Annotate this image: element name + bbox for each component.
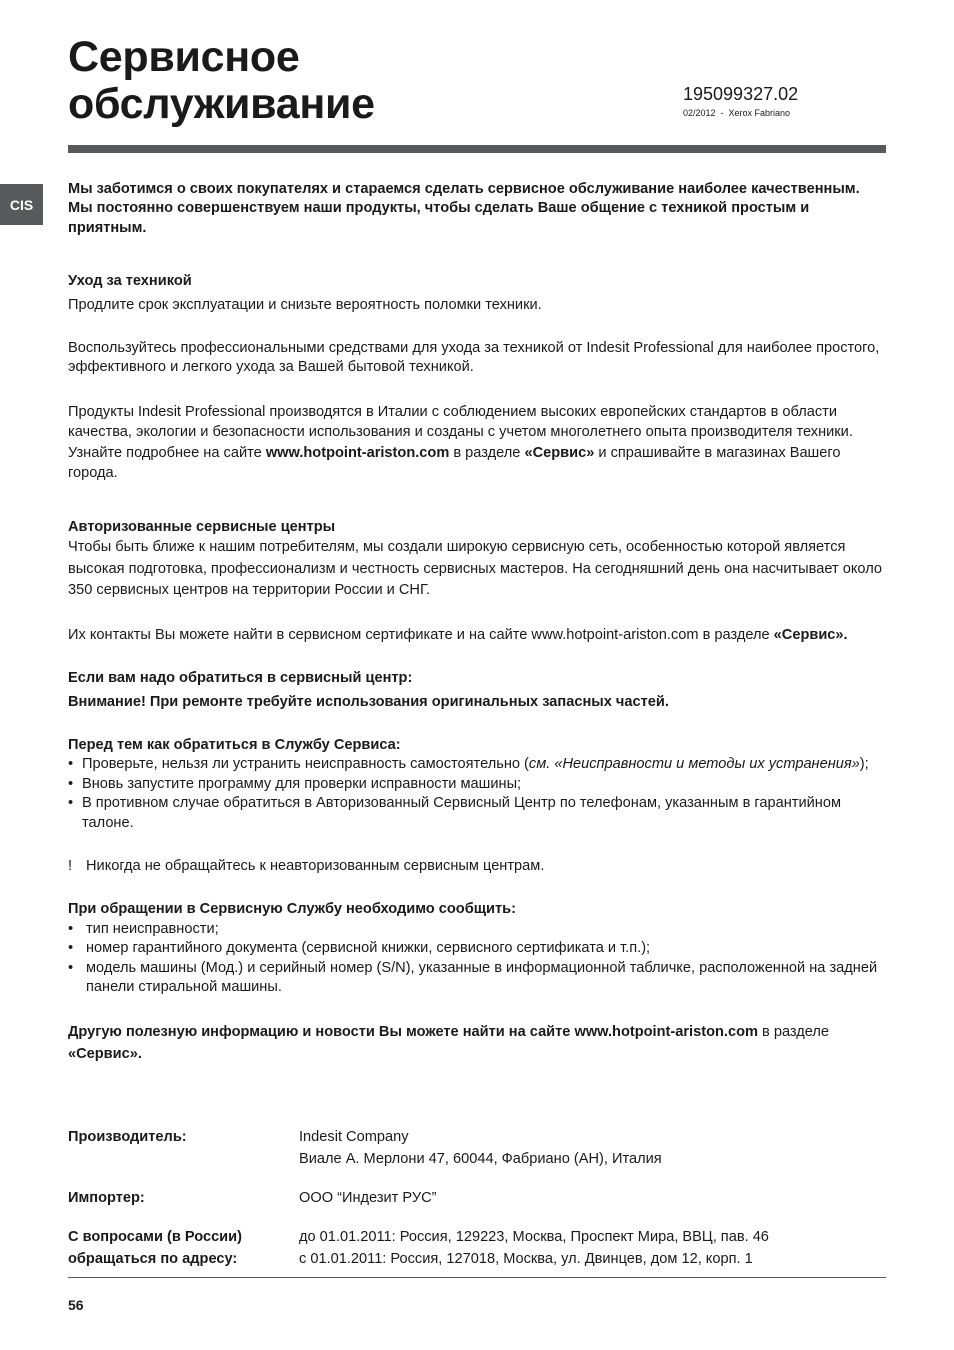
importer-value: ООО “Индезит РУС”: [299, 1190, 437, 1206]
more-info-paragraph: Другую полезную информацию и новости Вы можете найти на сайте www.hotpoint-ariston.com в разделе «Сервис».: [68, 1024, 830, 1063]
exclamation-icon: !: [68, 858, 73, 874]
service-section-name: «Сервис»: [524, 444, 595, 461]
list-item: • номер гарантийного документа (сервисной книжки, сервисного сертификата и т.п.);: [68, 939, 886, 958]
list-item: • модель машины (Мод.) и серийный номер (S/N), указанные в информационной табличке, расположенной на задней панели стиральной машины.: [68, 959, 886, 998]
language-tab-cis: CIS: [0, 184, 43, 225]
manufacturer-label: Производитель:: [68, 1129, 187, 1145]
list-item: • Проверьте, нельзя ли устранить неисправность самостоятельно (см. «Неисправности и методы их устранения»);: [68, 755, 886, 774]
warning-text: Никогда не обращайтесь к неавторизованным сервисным центрам.: [86, 858, 545, 874]
contact-heading: Если вам надо обратиться в сервисный центр:: [68, 670, 413, 687]
importer-row: [68, 1187, 886, 1209]
manufacturer-value: Indesit Company Виале А. Мерлони 47, 60044, Фабриано (АН), Италия: [299, 1129, 662, 1167]
page-number: 56: [68, 1297, 84, 1313]
centers-paragraph-2: Их контакты Вы можете найти в сервисном сертификате и на сайте www.hotpoint-ariston.com в разделе «Сервис».: [68, 626, 848, 643]
service-section-name: «Сервис».: [68, 1046, 142, 1063]
centers-heading: Авторизованные сервисные центры: [68, 518, 336, 535]
website-link: www.hotpoint-ariston.com: [265, 444, 450, 461]
address-value: до 01.01.2011: Россия, 129223, Москва, Проспект Мира, ВВЦ, пав. 46 с 01.01.2011: Россия, 127018, Москва, ул. Двинцев, дом 12, корп. 1: [299, 1229, 769, 1267]
list-item: • В противном случае обратиться в Авторизованный Сервисный Центр по телефонам, указанным в гарантийном талоне.: [68, 794, 886, 833]
document-code: 195099327.02: [683, 84, 799, 104]
before-service-heading: Перед тем как обратиться в Службу Сервиса:: [68, 736, 401, 753]
troubleshooting-reference: см. «Неисправности и методы их устранения»: [528, 756, 860, 773]
questions-label: С вопросами (в России) обращаться по адресу:: [68, 1229, 242, 1267]
list-item: • Вновь запустите программу для проверки исправности машины;: [68, 775, 886, 794]
care-paragraph-1: Продлите срок эксплуатации и снизьте вероятность поломки техники.: [68, 296, 542, 313]
report-heading: При обращении в Сервисную Службу необходимо сообщить:: [68, 901, 516, 918]
list-item: • тип неисправности;: [68, 920, 886, 939]
page-title-line1: Сервисное: [68, 33, 300, 81]
page-title-line2: обслуживание: [68, 80, 375, 128]
care-heading: Уход за техникой: [68, 273, 192, 290]
manufacturer-row: [68, 1126, 886, 1170]
intro-paragraph: Мы заботимся о своих покупателях и стараемся сделать сервисное обслуживание наиболее качественным. Мы постоянно совершенствуем наши продукты, чтобы сделать Ваше общение с техникой простым и приятным.: [68, 181, 860, 236]
address-row: [68, 1226, 886, 1270]
care-paragraph-2: Воспользуйтесь профессиональными средствами для ухода за техникой от Indesit Professional для наиболее простого, эффективного и легкого ухода за Вашей бытовой техникой.: [68, 340, 880, 376]
main-content: [68, 180, 886, 1065]
page-title: [68, 34, 375, 128]
importer-label: Импортер:: [68, 1190, 145, 1206]
header-divider: [68, 145, 886, 153]
document-date-printer: 02/2012 - Xerox Fabriano: [683, 108, 791, 118]
service-section-name: «Сервис».: [773, 626, 848, 643]
footer-divider: [68, 1277, 886, 1278]
warning-note: [68, 857, 886, 876]
original-parts-notice: Внимание! При ремонте требуйте использования оригинальных запасных частей.: [68, 693, 669, 710]
centers-paragraph-1: Чтобы быть ближе к нашим потребителям, мы создали широкую сервисную сеть, особенностью которой является высокая подготовка, профессионализм и честность сервисных мастеров. На сегодняшний день она насчитывает около 350 сервисных центров на территории России и СНГ.: [68, 539, 882, 599]
manufacturer-info: [68, 1126, 886, 1287]
care-paragraph-3: Продукты Indesit Professional производятся в Италии с соблюдением высоких европейских стандартов в области качества, экологии и безопасности использования и созданы с учетом многолетнего опыта производителя техники. Узнайте подробнее на сайте www.hotpoint-ariston.com в разделе «Сервис» и спрашивайте в магазинах Вашего города.: [68, 403, 853, 482]
